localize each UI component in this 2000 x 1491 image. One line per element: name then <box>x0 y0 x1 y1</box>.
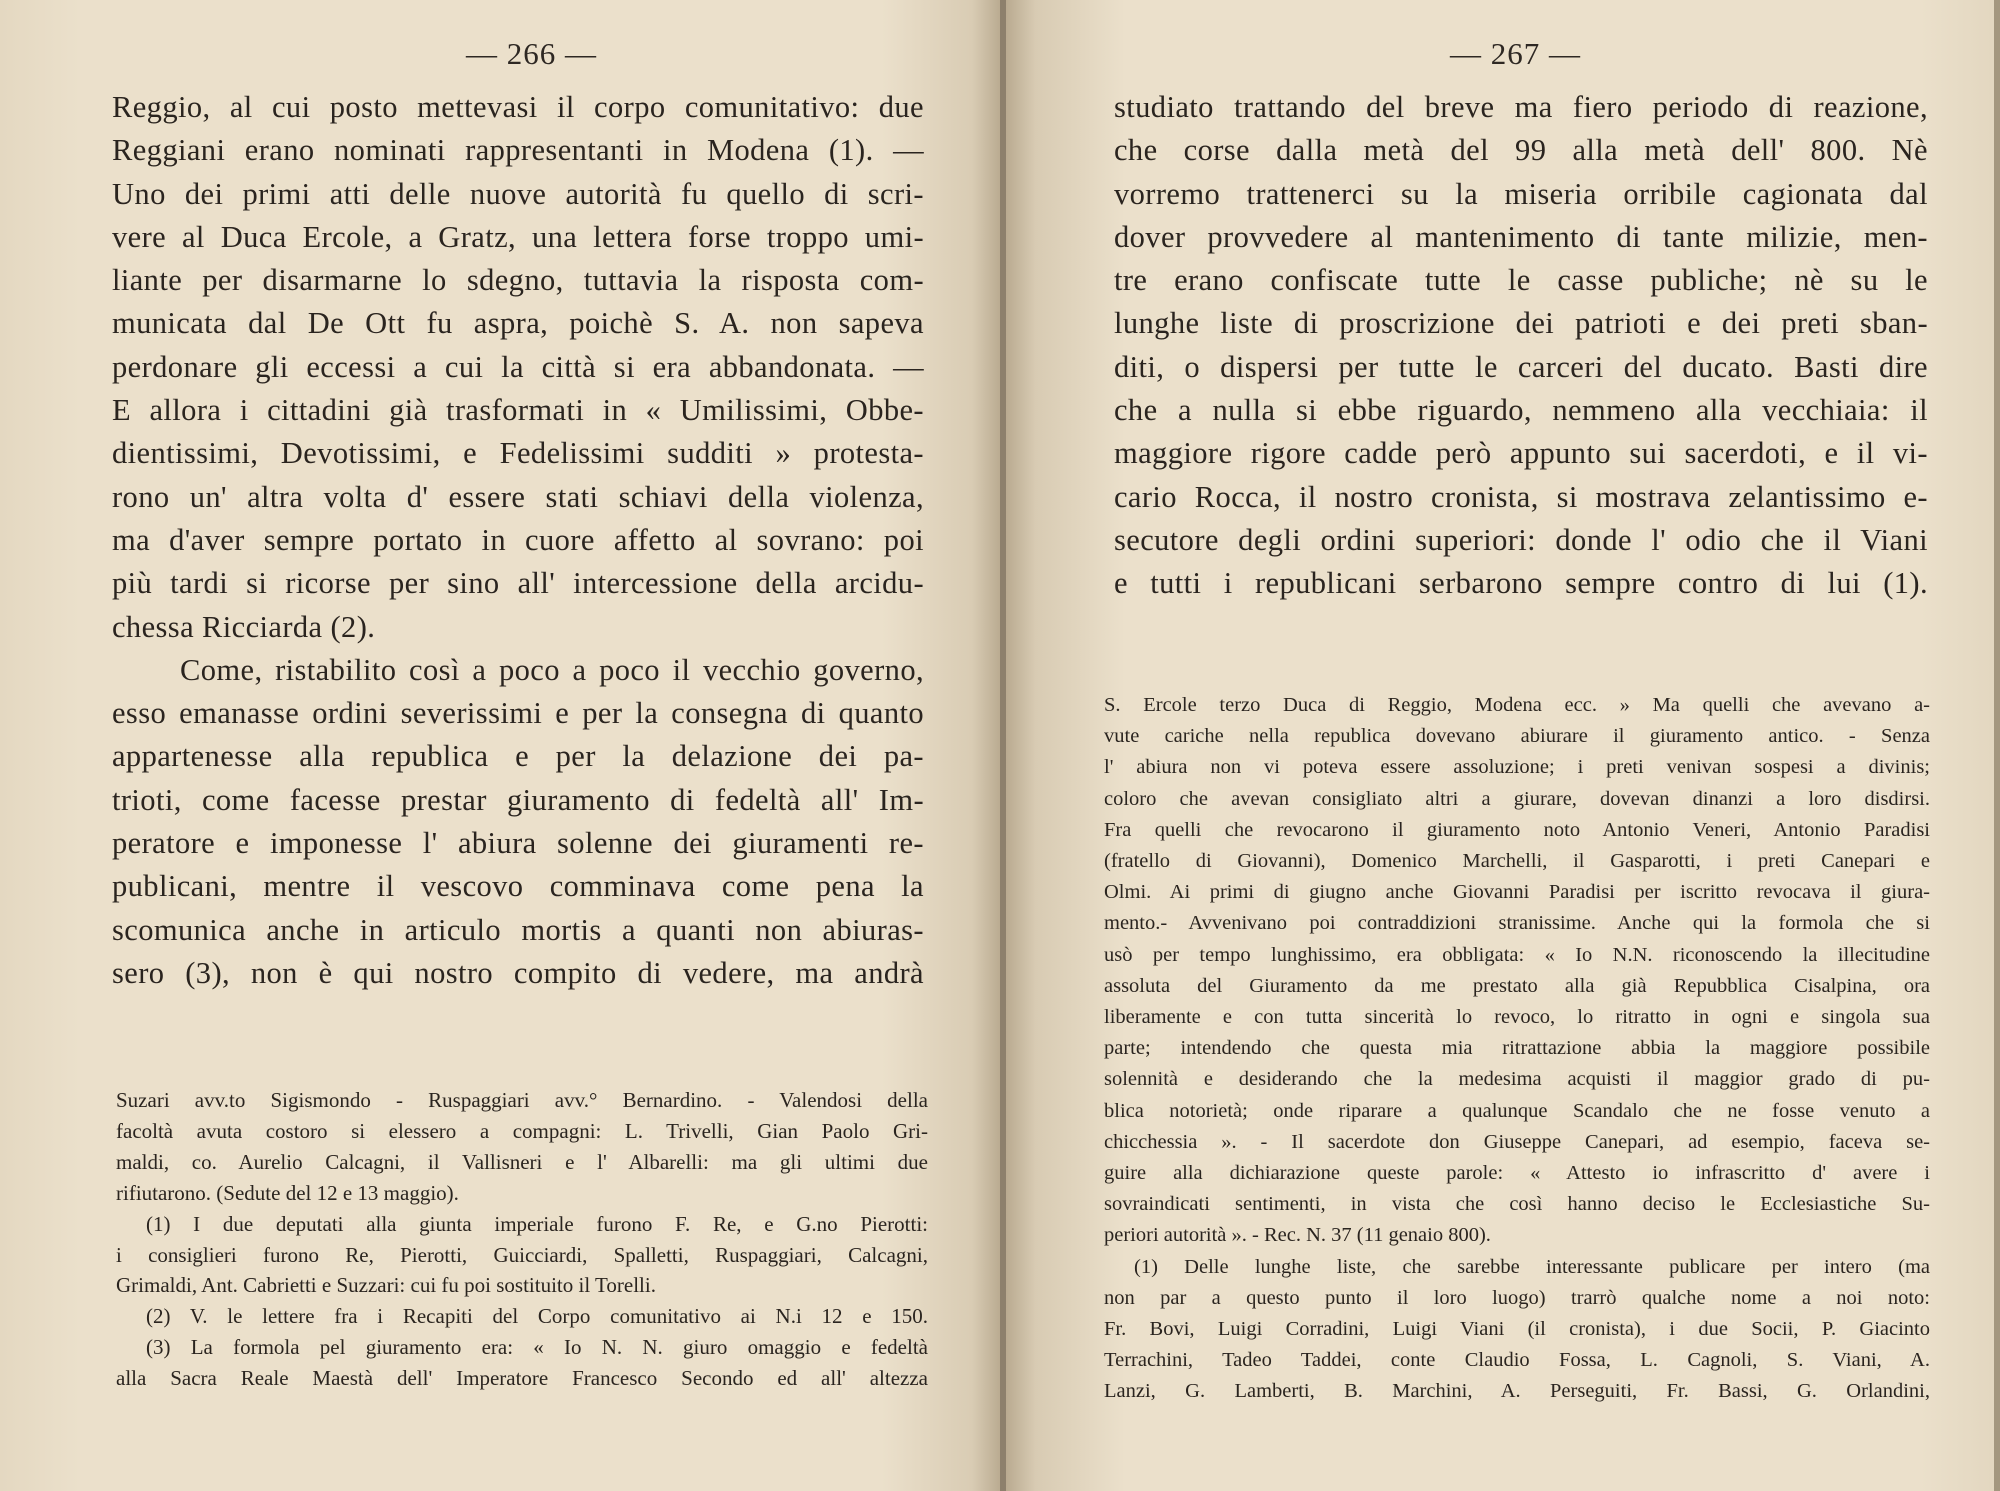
text-line: sero (3), non è qui nostro compito di vedere, ma andrà <box>112 955 924 990</box>
footnote-line: liberamente e con tutta sincerità lo revoco, lo ritratto in ogni e singola sua <box>1104 1006 1930 1029</box>
footnote-line: alla Sacra Reale Maestà dell' Imperatore Francesco Secondo ed all' altezza <box>116 1366 928 1391</box>
text-line: liante per disarmarne lo sdegno, tuttavia la risposta com- <box>112 263 924 298</box>
text-line: Come, ristabilito così a poco a poco il vecchio governo, <box>180 652 924 687</box>
text-line: dientissimi, Devotissimi, e Fedelissimi sudditi » protesta- <box>112 436 924 471</box>
text-line: cario Rocca, il nostro cronista, si mostrava zelantissimo e- <box>1114 479 1928 514</box>
text-line: scomunica anche in articulo mortis a quanti non abiuras- <box>112 912 924 947</box>
footnotes <box>116 1085 928 1394</box>
text-line: perdonare gli eccessi a cui la città si era abbandonata. — <box>112 349 924 384</box>
text-line: vorremo trattenerci su la miseria orribile cagionata dal <box>1114 176 1928 211</box>
footnote-line: i consiglieri furono Re, Pierotti, Guicciardi, Spalletti, Ruspaggiari, Calcagni, <box>116 1242 928 1267</box>
footnote-line: l' abiura non vi poteva essere assoluzione; i preti venivan sospesi a divinis; <box>1104 756 1930 779</box>
main-text <box>1114 86 1928 606</box>
footnote-line: facoltà avuta costoro si elessero a compagni: L. Trivelli, Gian Paolo Gri- <box>116 1118 928 1143</box>
footnote-line: (1) Delle lunghe liste, che sarebbe interessante publicare per intero (ma <box>1134 1255 1930 1278</box>
text-line: lunghe liste di proscrizione dei patrioti e dei preti sban- <box>1114 306 1928 341</box>
text-line: più tardi si ricorse per sino all' intercessione della arcidu- <box>112 566 924 601</box>
footnote-line: (3) La formola pel giuramento era: « Io N. N. giuro omaggio e fedeltà <box>146 1335 928 1360</box>
text-line: Uno dei primi atti delle nuove autorità fu quello di scri- <box>112 176 924 211</box>
text-line: dover provvedere al mantenimento di tante milizie, men- <box>1114 219 1928 254</box>
text-line: maggiore rigore cadde però appunto sui sacerdoti, e il vi- <box>1114 436 1928 471</box>
footnote-line: maldi, co. Aurelio Calcagni, il Vallisneri e l' Albarelli: ma gli ultimi due <box>116 1149 928 1174</box>
text-line: trioti, come facesse prestar giuramento di fedeltà all' Im- <box>112 782 924 817</box>
footnote-line: Fra quelli che revocarono il giuramento noto Antonio Veneri, Antonio Paradisi <box>1104 818 1930 841</box>
text-line: chessa Ricciarda (2). <box>112 609 376 644</box>
footnote-line: Grimaldi, Ant. Cabrietti e Suzzari: cui fu poi sostituito il Torelli. <box>116 1273 656 1298</box>
page-number: — 266 — <box>466 36 597 71</box>
text-line: studiato trattando del breve ma fiero periodo di reazione, <box>1114 90 1928 124</box>
footnote-line: chicchessia ». - Il sacerdote don Giuseppe Canepari, ad esempio, faceva se- <box>1104 1130 1930 1153</box>
text-line: rono un' altra volta d' essere stati schiavi della violenza, <box>112 479 924 514</box>
footnote-line: blica notorietà; onde riparare a qualunque Scandalo che ne fosse venuto a <box>1104 1099 1930 1122</box>
text-line: che corse dalla metà del 99 alla metà dell' 800. Nè <box>1114 133 1928 168</box>
text-line: appartenesse alla republica e per la delazione dei pa- <box>112 739 924 774</box>
page-edge <box>1994 0 2000 1491</box>
footnote-line: (fratello di Giovanni), Domenico Marchelli, il Gasparotti, i preti Canepari e <box>1104 850 1930 873</box>
footnote-line: non par a questo punto il loro luogo) trarrò qualche nome a noi noto: <box>1104 1286 1930 1309</box>
footnote-line: coloro che avevan consigliato altri a giurare, dovevan dinanzi a loro disdirsi. <box>1104 787 1930 810</box>
text-line: esso emanasse ordini severissimi e per la consegna di quanto <box>112 696 924 731</box>
footnote-line: (2) V. le lettere fra i Recapiti del Corpo comunitativo ai N.i 12 e 150. <box>146 1304 928 1329</box>
footnote-line: assoluta del Giuramento da me prestato alla già Repubblica Cisalpina, ora <box>1104 974 1930 997</box>
text-line: publicani, mentre il vescovo comminava come pena la <box>112 869 924 904</box>
footnote-line: periori autorità ». - Rec. N. 37 (11 genaio 800). <box>1104 1224 1491 1247</box>
footnote-line: vute cariche nella republica dovevano abiurare il giuramento antico. - Senza <box>1104 725 1930 748</box>
text-line: secutore degli ordini superiori: donde l' odio che il Viani <box>1114 522 1928 557</box>
footnote-line: (1) I due deputati alla giunta imperiale furono F. Re, e G.no Pierotti: <box>146 1211 928 1236</box>
text-line: Reggiani erano nominati rappresentanti in Modena (1). — <box>112 133 924 168</box>
text-line: e tutti i republicani serbarono sempre contro di lui (1). <box>1114 566 1928 601</box>
footnote-line: S. Ercole terzo Duca di Reggio, Modena ecc. » Ma quelli che avevano a- <box>1104 694 1930 716</box>
text-line: E allora i cittadini già trasformati in « Umilissimi, Obbe- <box>112 393 924 428</box>
page-number: — 267 — <box>1450 36 1581 71</box>
footnote-line: Lanzi, G. Lamberti, B. Marchini, A. Perseguiti, Fr. Bassi, G. Orlandini, <box>1104 1380 1930 1403</box>
footnotes <box>1104 690 1930 1408</box>
text-line: vere al Duca Ercole, a Gratz, una lettera forse troppo umi- <box>112 219 924 254</box>
footnote-line: guire alla dichiarazione queste parole: « Attesto io infrascritto d' avere i <box>1104 1162 1930 1185</box>
text-line: ma d'aver sempre portato in cuore affetto al sovrano: poi <box>112 522 924 557</box>
text-line: peratore e imponesse l' abiura solenne dei giuramenti re- <box>112 826 924 861</box>
footnote-line: usò per tempo lunghissimo, era obbligata: « Io N.N. riconoscendo la illecitudine <box>1104 943 1930 966</box>
footnote-line: rifiutarono. (Sedute del 12 e 13 maggio). <box>116 1180 459 1205</box>
footnote-line: Suzari avv.to Sigismondo - Ruspaggiari avv.° Bernardino. - Valendosi della <box>116 1088 928 1112</box>
footnote-line: Olmi. Ai primi di giugno anche Giovanni Paradisi per iscritto revocava il giura- <box>1104 881 1930 904</box>
text-line: Reggio, al cui posto mettevasi il corpo comunitativo: due <box>112 90 924 124</box>
text-line: municata dal De Ott fu aspra, poichè S. A. non sapeva <box>112 306 924 341</box>
right-page <box>1006 0 2000 1491</box>
main-text <box>112 86 924 995</box>
footnote-line: Terrachini, Tadeo Taddei, conte Claudio Fossa, L. Cagnoli, S. Viani, A. <box>1104 1349 1930 1372</box>
footnote-line: parte; intendendo che questa mia ritrattazione abbia la maggiore possibile <box>1104 1037 1930 1060</box>
footnote-line: mento.- Avvenivano poi contraddizioni stranissime. Anche qui la formola che si <box>1104 912 1930 935</box>
footnote-line: sovraindicati sentimenti, in vista che così hanno deciso le Ecclesiastiche Su- <box>1104 1193 1930 1216</box>
footnote-line: Fr. Bovi, Luigi Corradini, Luigi Viani (il cronista), i due Socii, P. Giacinto <box>1104 1318 1930 1341</box>
text-line: diti, o dispersi per tutte le carceri del ducato. Basti dire <box>1114 349 1928 384</box>
footnote-line: solennità e desiderando che la medesima acquisti il maggior grado di pu- <box>1104 1068 1930 1091</box>
text-line: che a nulla si ebbe riguardo, nemmeno alla vecchiaia: il <box>1114 393 1928 428</box>
text-line: tre erano confiscate tutte le casse publiche; nè su le <box>1114 263 1928 298</box>
